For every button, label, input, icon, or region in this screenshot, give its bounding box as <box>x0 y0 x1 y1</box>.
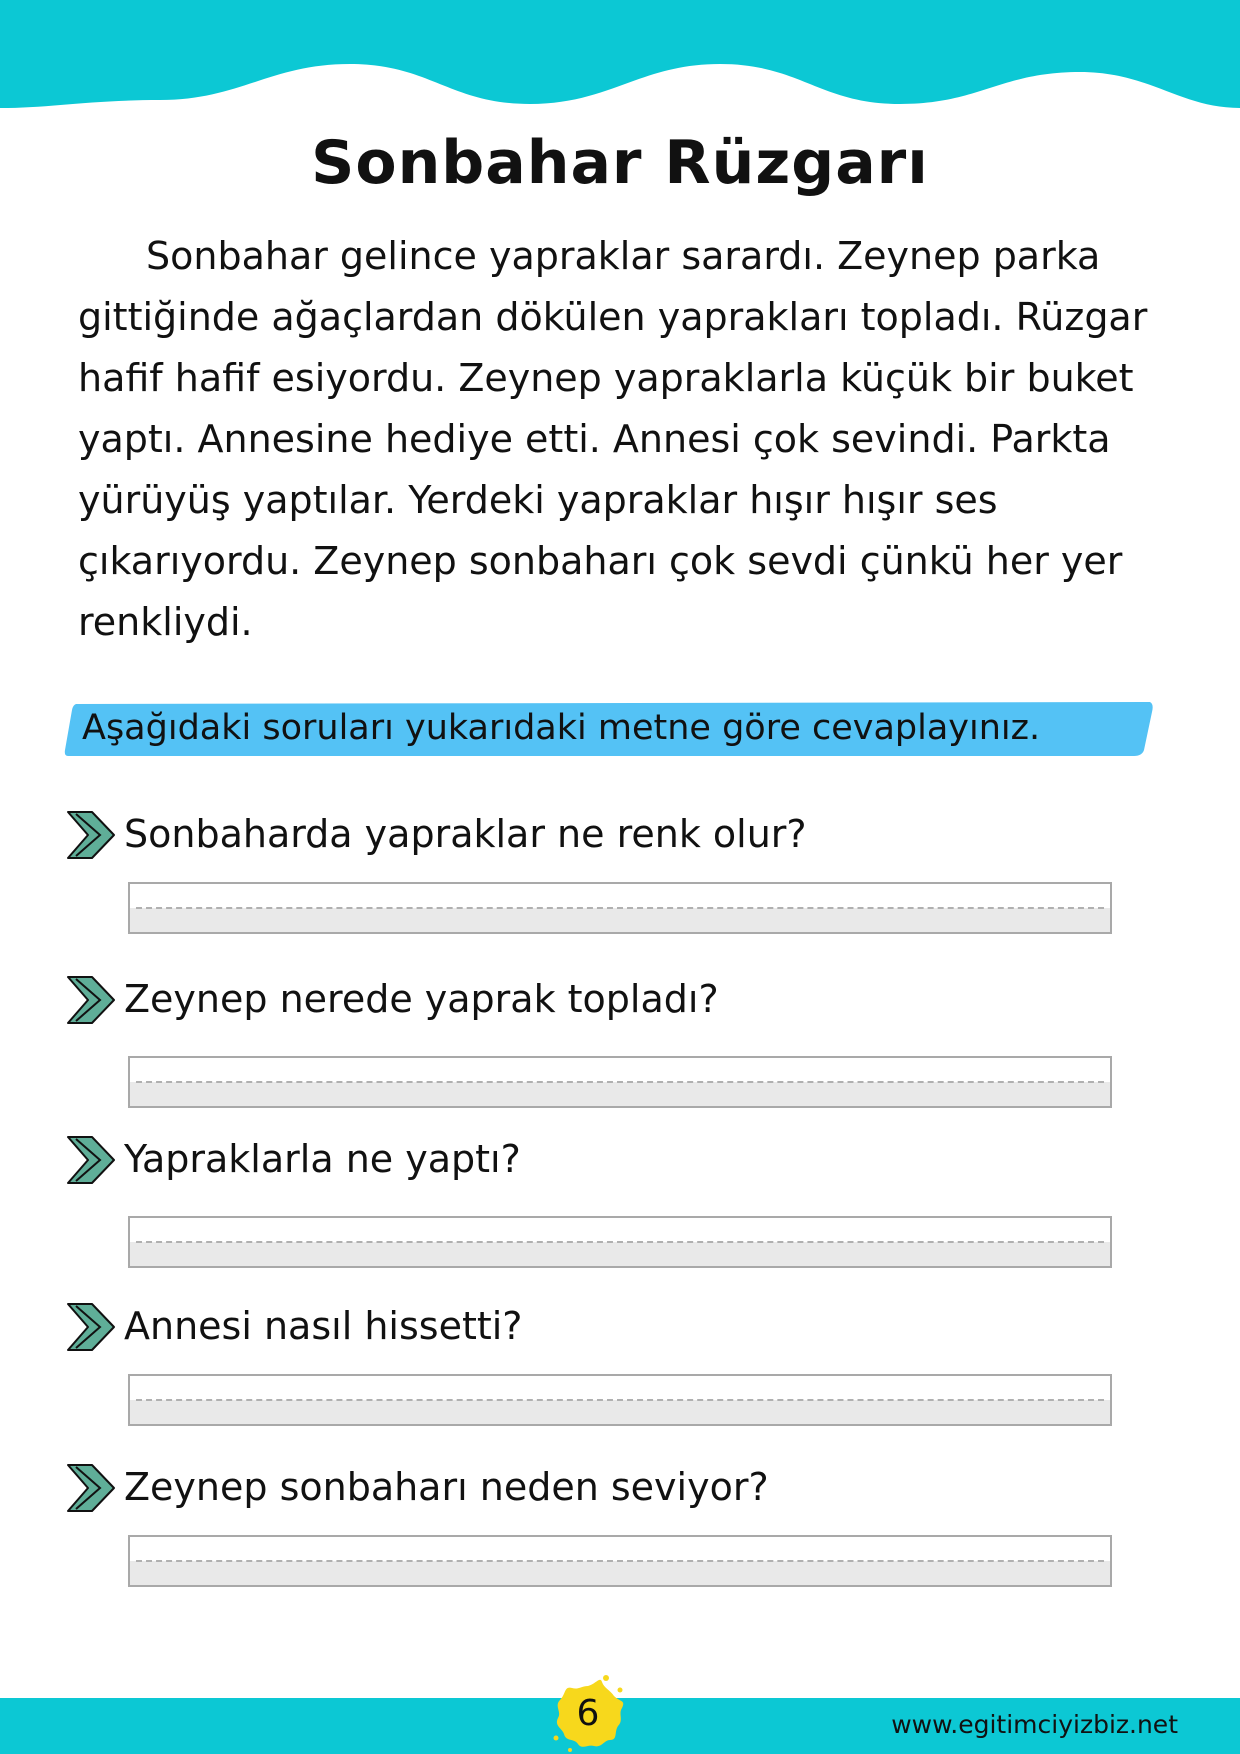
answer-field[interactable] <box>128 1374 1112 1426</box>
chevron-arrow-icon <box>64 810 116 860</box>
answer-field[interactable] <box>128 1056 1112 1108</box>
header-wave <box>0 0 1240 110</box>
answer-field[interactable] <box>128 1535 1112 1587</box>
answer-field[interactable] <box>128 882 1112 934</box>
answer-field[interactable] <box>128 1216 1112 1268</box>
question-text: Yapraklarla ne yaptı? <box>124 1137 521 1181</box>
instruction-text: Aşağıdaki soruları yukarıdaki metne göre cevaplayınız. <box>82 708 1041 748</box>
instruction-banner <box>64 700 1154 758</box>
chevron-arrow-icon <box>64 1463 116 1513</box>
chevron-arrow-icon <box>64 1135 116 1185</box>
story-text: Sonbahar gelince yapraklar sarardı. Zeynep parka gittiğinde ağaçlardan dökülen yaprakları topladı. Rüzgar hafif hafif esiyordu. Zeynep yapraklarla küçük bir buket yaptı. Annesine hediye etti. Annesi çok sevindi. Parkta yürüyüş yaptılar. Yerdeki yapraklar hışır hışır ses çıkarıyordu. Zeynep sonbaharı çok sevdi çünkü her yer renkliydi. <box>78 234 1148 644</box>
question-text: Annesi nasıl hissetti? <box>124 1304 523 1348</box>
page-number: 6 <box>576 1693 600 1734</box>
question-text: Zeynep sonbaharı neden seviyor? <box>124 1465 769 1509</box>
question-text: Zeynep nerede yaprak topladı? <box>124 977 719 1021</box>
chevron-arrow-icon <box>64 975 116 1025</box>
page-title: Sonbahar Rüzgarı <box>311 128 929 198</box>
question-text: Sonbaharda yapraklar ne renk olur? <box>124 812 807 856</box>
website-link[interactable]: www.egitimciyizbiz.net <box>891 1710 1178 1739</box>
chevron-arrow-icon <box>64 1302 116 1352</box>
